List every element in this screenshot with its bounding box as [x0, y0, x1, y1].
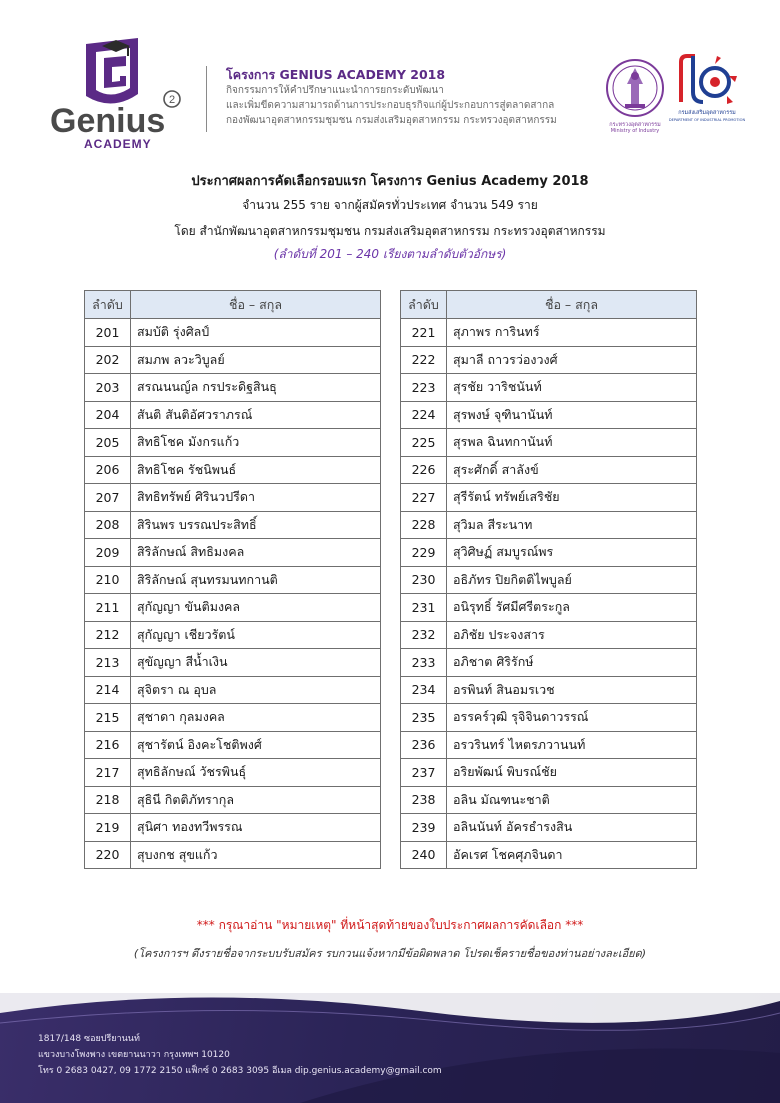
- row-number: 236: [401, 731, 447, 759]
- row-number: 221: [401, 319, 447, 347]
- row-name: สมภพ ลวะวิบูลย์: [131, 346, 381, 374]
- row-number: 228: [401, 511, 447, 539]
- row-name: สุกัญญา เชียวรัตน์: [131, 621, 381, 649]
- row-number: 238: [401, 786, 447, 814]
- row-number: 234: [401, 676, 447, 704]
- table-row: [401, 456, 697, 484]
- row-number: 223: [401, 374, 447, 402]
- row-name: สิทธิโชค รัชนิพนธ์: [131, 456, 381, 484]
- table-row: [85, 374, 381, 402]
- names-table-left: [84, 290, 381, 869]
- row-name: อรวรินทร์ ไหตรภวานนท์: [447, 731, 697, 759]
- row-name: สิทธิโชค มังกรแก้ว: [131, 429, 381, 457]
- table-row: [85, 704, 381, 732]
- table-row: [401, 649, 697, 677]
- row-number: 220: [85, 841, 131, 869]
- svg-text:2: 2: [168, 94, 176, 106]
- column-header-number: ลำดับ: [85, 291, 131, 319]
- table-row: [401, 731, 697, 759]
- row-number: 231: [401, 594, 447, 622]
- row-name: สุธินี กิตติภัทรากุล: [131, 786, 381, 814]
- column-header-name: ชื่อ – สกุล: [131, 291, 381, 319]
- row-name: อนิรุทธิ์ รัศมีศรีตระกูล: [447, 594, 697, 622]
- row-name: อธิภัทร ปิยกิตติไพบูลย์: [447, 566, 697, 594]
- table-row: [401, 841, 697, 869]
- table-row: [85, 676, 381, 704]
- row-number: 232: [401, 621, 447, 649]
- row-name: สุวิมล สีระนาท: [447, 511, 697, 539]
- table-row: [85, 786, 381, 814]
- row-number: 212: [85, 621, 131, 649]
- table-row: [85, 731, 381, 759]
- row-number: 213: [85, 649, 131, 677]
- row-number: 204: [85, 401, 131, 429]
- table-row: [85, 594, 381, 622]
- table-row: [401, 704, 697, 732]
- row-name: สุบงกช สุขแก้ว: [131, 841, 381, 869]
- row-name: อลิน มัณฑนะชาติ: [447, 786, 697, 814]
- row-number: 201: [85, 319, 131, 347]
- row-name: สิทธิทรัพย์ ศิรินวปรีดา: [131, 484, 381, 512]
- table-row: [85, 346, 381, 374]
- row-number: 235: [401, 704, 447, 732]
- announcement-title: ประกาศผลการคัดเลือกรอบแรก โครงการ Genius Academy 2018: [191, 174, 589, 189]
- footer-address-1: 1817/148 ซอยปรียานนท์: [38, 1034, 140, 1044]
- row-name: สุขัญญา สีน้ำเงิน: [131, 649, 381, 677]
- table-row: [85, 649, 381, 677]
- row-name: สุชารัตน์ อิงคะโชติพงศ์: [131, 731, 381, 759]
- row-number: 209: [85, 539, 131, 567]
- industrial-promotion-logo: [668, 52, 746, 124]
- ministry-of-industry-seal: [603, 54, 667, 132]
- row-number: 206: [85, 456, 131, 484]
- row-name: สุชาดา กุลมงคล: [131, 704, 381, 732]
- row-name: สุกัญญา ขันติมงคล: [131, 594, 381, 622]
- row-name: สุภาพร การินทร์: [447, 319, 697, 347]
- table-row: [401, 621, 697, 649]
- row-name: สรณนนญ์ล กรประดิฐสินธุ: [131, 374, 381, 402]
- announcement-range: (ลำดับที่ 201 – 240 เรียงตามลำดับตัวอักษร): [273, 247, 507, 261]
- table-row: [401, 786, 697, 814]
- disclaimer-note: (โครงการฯ ดึงรายชื่อจากระบบรับสมัคร รบกวนแจ้งหากมีข้อผิดพลาด โปรดเช็ครายชื่อของท่านอย่างละเอียด): [133, 947, 647, 960]
- table-row: [85, 539, 381, 567]
- row-number: 227: [401, 484, 447, 512]
- table-row: [401, 511, 697, 539]
- row-number: 203: [85, 374, 131, 402]
- column-header-number: ลำดับ: [401, 291, 447, 319]
- footer-address-2: แขวงบางโพงพาง เขตยานนาวา กรุงเทพฯ 10120: [38, 1050, 230, 1060]
- row-number: 217: [85, 759, 131, 787]
- genius-academy-logo: [48, 36, 188, 152]
- row-number: 229: [401, 539, 447, 567]
- row-name: สุระศักดิ์ สาลังข์: [447, 456, 697, 484]
- row-number: 218: [85, 786, 131, 814]
- project-title: โครงการ GENIUS ACADEMY 2018: [226, 67, 446, 82]
- svg-text:Ministry of Industry: Ministry of Industry: [610, 128, 660, 134]
- row-name: สุรพงษ์ จุฑินานันท์: [447, 401, 697, 429]
- row-number: 233: [401, 649, 447, 677]
- row-number: 230: [401, 566, 447, 594]
- row-name: สุรพล ฉินทกานันท์: [447, 429, 697, 457]
- svg-text:กระทรวงอุตสาหกรรม: กระทรวงอุตสาหกรรม: [609, 122, 661, 128]
- row-name: อภิชัย ประจงสาร: [447, 621, 697, 649]
- row-number: 224: [401, 401, 447, 429]
- row-name: สุจิตรา ณ อุบล: [131, 676, 381, 704]
- table-row: [401, 539, 697, 567]
- svg-text:DEPARTMENT OF INDUSTRIAL PROMO: DEPARTMENT OF INDUSTRIAL PROMOTION: [668, 118, 746, 122]
- table-row: [85, 484, 381, 512]
- row-name: สุมาลี ถาวรว่องวงศ์: [447, 346, 697, 374]
- project-info: [226, 66, 586, 128]
- row-name: อรพินท์ สินอมรเวช: [447, 676, 697, 704]
- table-row: [85, 621, 381, 649]
- table-row: [401, 676, 697, 704]
- row-number: 216: [85, 731, 131, 759]
- row-name: สุวิศิษฏ์ สมบูรณ์พร: [447, 539, 697, 567]
- svg-text:Genius: Genius: [50, 102, 166, 140]
- footer: [0, 993, 780, 1103]
- row-name: สุทธิลักษณ์ วัชรพินธุ์: [131, 759, 381, 787]
- column-header-name: ชื่อ – สกุล: [447, 291, 697, 319]
- row-name: สิริลักษณ์ สิทธิมงคล: [131, 539, 381, 567]
- table-row: [401, 374, 697, 402]
- table-header-row: [401, 291, 697, 319]
- table-row: [85, 429, 381, 457]
- row-name: สุรีรัตน์ ทรัพย์เสริชัย: [447, 484, 697, 512]
- row-name: อัคเรศ โชคศุภจินดา: [447, 841, 697, 869]
- announcement-by: โดย สำนักพัฒนาอุตสาหกรรมชุมชน กรมส่งเสริมอุตสาหกรรม กระทรวงอุตสาหกรรม: [174, 224, 606, 238]
- row-name: อภิชาต ศิริรักษ์: [447, 649, 697, 677]
- row-number: 208: [85, 511, 131, 539]
- table-row: [85, 456, 381, 484]
- table-row: [85, 814, 381, 842]
- row-name: สุนิศา ทองทวีพรรณ: [131, 814, 381, 842]
- row-name: อลินนันท์ อัครธำรงสิน: [447, 814, 697, 842]
- row-name: อริยพัฒน์ พิบรณ์ชัย: [447, 759, 697, 787]
- footer-contact: [38, 1031, 442, 1079]
- row-number: 239: [401, 814, 447, 842]
- row-name: สุรชัย วาริชนันท์: [447, 374, 697, 402]
- important-note: *** กรุณาอ่าน "หมายเหตุ" ที่หน้าสุดท้ายของใบประกาศผลการคัดเลือก ***: [196, 918, 584, 932]
- table-row: [401, 759, 697, 787]
- table-row: [401, 319, 697, 347]
- table-row: [401, 484, 697, 512]
- row-number: 215: [85, 704, 131, 732]
- row-number: 207: [85, 484, 131, 512]
- table-row: [85, 511, 381, 539]
- header-divider: [206, 66, 207, 132]
- table-header-row: [85, 291, 381, 319]
- row-number: 214: [85, 676, 131, 704]
- table-row: [85, 759, 381, 787]
- row-number: 202: [85, 346, 131, 374]
- row-name: สิรินพร บรรณประสิทธิ์: [131, 511, 381, 539]
- table-row: [401, 594, 697, 622]
- row-number: 237: [401, 759, 447, 787]
- table-row: [85, 566, 381, 594]
- row-number: 211: [85, 594, 131, 622]
- row-name: อรรคร์วุฒิ รุจิจินดาวรรณ์: [447, 704, 697, 732]
- row-name: สันติ สันติอัศวราภรณ์: [131, 401, 381, 429]
- project-line-2: และเพิ่มขีดความสามารถด้านการประกอบธุรกิจแก่ผู้ประกอบการสู่ตลาดสากล: [226, 100, 555, 111]
- row-number: 222: [401, 346, 447, 374]
- table-row: [85, 841, 381, 869]
- svg-text:กรมส่งเสริมอุตสาหกรรม: กรมส่งเสริมอุตสาหกรรม: [678, 110, 736, 116]
- names-table-right: [400, 290, 697, 869]
- table-row: [401, 346, 697, 374]
- row-number: 205: [85, 429, 131, 457]
- announcement-count: จำนวน 255 ราย จากผู้สมัครทั่วประเทศ จำนวน 549 ราย: [242, 198, 538, 212]
- row-name: สิริลักษณ์ สุนทรมนทกานติ: [131, 566, 381, 594]
- footer-phone-email: โทร 0 2683 0427, 09 1772 2150 แฟ็กซ์ 0 2683 3095 อีเมล dip.genius.academy@gmail.com: [38, 1066, 442, 1076]
- row-number: 240: [401, 841, 447, 869]
- row-number: 225: [401, 429, 447, 457]
- project-line-1: กิจกรรมการให้คำปรึกษาแนะนำการยกระดับพัฒนา: [226, 85, 444, 96]
- row-number: 210: [85, 566, 131, 594]
- row-number: 226: [401, 456, 447, 484]
- svg-text:ACADEMY: ACADEMY: [84, 137, 152, 151]
- table-row: [401, 429, 697, 457]
- table-row: [85, 401, 381, 429]
- table-row: [85, 319, 381, 347]
- table-row: [401, 401, 697, 429]
- row-name: สมบัติ รุ่งศิลป์: [131, 319, 381, 347]
- table-row: [401, 566, 697, 594]
- project-line-3: กองพัฒนาอุตสาหกรรมชุมชน กรมส่งเสริมอุตสาหกรรม กระทรวงอุตสาหกรรม: [226, 115, 557, 126]
- row-number: 219: [85, 814, 131, 842]
- table-row: [401, 814, 697, 842]
